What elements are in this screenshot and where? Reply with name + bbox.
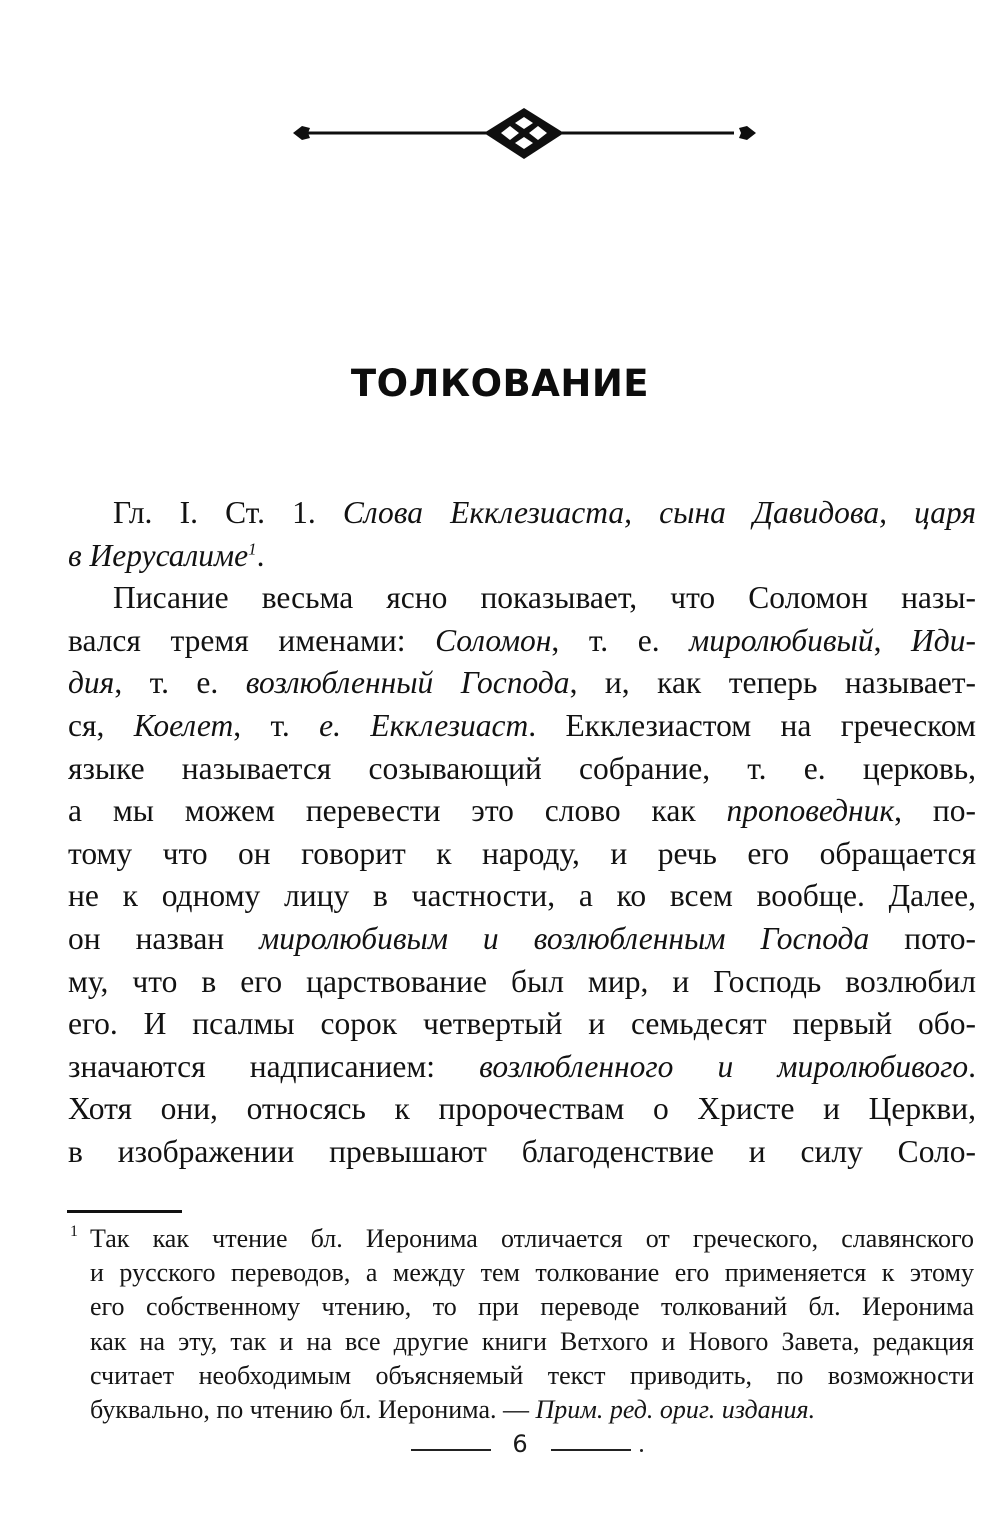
- italic-text: проповедник: [726, 793, 895, 829]
- footnote-text: [90, 1222, 974, 1427]
- verse-reference: Гл. I. Ст. 1.: [113, 495, 343, 530]
- body-line: [68, 620, 976, 663]
- text: значаются надписанием:: [68, 1048, 480, 1084]
- body-line: [68, 1131, 976, 1174]
- body-line: [68, 790, 976, 833]
- body-line: [68, 577, 976, 620]
- italic-text: Иди-: [911, 622, 976, 658]
- text: , т. е.: [114, 665, 246, 701]
- footnote-line: [90, 1222, 974, 1256]
- verse-paragraph: [68, 492, 976, 577]
- footnote-line: [90, 1290, 974, 1324]
- verse-line: [68, 492, 976, 535]
- page-number-rule-left: [411, 1449, 491, 1451]
- page-footer: [0, 1428, 1000, 1468]
- italic-text: Прим. ред. ориг. издания.: [535, 1395, 816, 1425]
- text: ,: [873, 622, 912, 658]
- verse-quote: Слова Екклезиаста, сына Давидова, царя: [342, 495, 976, 530]
- body-line: [68, 662, 976, 705]
- body-line: [68, 1088, 976, 1131]
- italic-text: миролюбивый: [689, 622, 874, 658]
- footnote-line: [90, 1393, 974, 1427]
- body-line: [68, 833, 976, 876]
- body-line: [68, 875, 976, 918]
- footnote-line: [90, 1256, 974, 1290]
- decorative-dot-icon: [640, 1449, 643, 1452]
- text: , т. е.: [551, 622, 690, 658]
- page-number-rule-right: [551, 1449, 631, 1451]
- italic-text: е. Екклезиаст: [319, 707, 529, 743]
- footnote-mark: 1: [70, 1223, 78, 1240]
- text: его. И псалмы сорок четвертый и семьдесят первый обо-: [68, 1006, 976, 1042]
- body-line: [68, 961, 976, 1004]
- body-line: [68, 705, 976, 748]
- text: он назван: [68, 920, 260, 956]
- body-line: [68, 1003, 976, 1046]
- text: .: [968, 1048, 977, 1084]
- text: буквально, по чтению бл. Иеронима. —: [90, 1395, 536, 1425]
- italic-text: возлюбленного и миролюбивого: [479, 1048, 969, 1084]
- text: языке называется созывающий собрание, т. е. церковь,: [68, 750, 976, 786]
- text: вался тремя именами:: [68, 622, 436, 658]
- text: и русского переводов, а между тем толкование его применяется к этому: [90, 1258, 974, 1288]
- footnote: [68, 1222, 974, 1427]
- text: в изображении превышают благоденствие и силу Соло-: [68, 1133, 976, 1169]
- chapter-heading: ТОЛКОВАНИЕ: [350, 362, 650, 405]
- footnote-divider: [67, 1210, 182, 1213]
- text: считает необходимым объясняемый текст приводить, по возможности: [90, 1360, 974, 1390]
- italic-text: Коелет: [133, 707, 234, 743]
- footnote-line: [90, 1359, 974, 1393]
- italic-text: миролюбивым и возлюбленным Господа: [259, 920, 870, 956]
- italic-text: Соломон: [435, 622, 552, 658]
- text: его собственному чтению, то при переводе толкований бл. Иеронима: [90, 1292, 974, 1322]
- commentary-paragraph: [68, 577, 976, 1173]
- body-text: [68, 492, 976, 1174]
- text: Так как чтение бл. Иеронима отличается от греческого, славянского: [90, 1224, 974, 1253]
- text: му, что в его царствование был мир, и Господь возлюбил: [68, 963, 976, 999]
- decorative-divider-diamond-icon: [288, 104, 762, 164]
- verse-quote: в Иерусалиме: [68, 537, 249, 573]
- page-number: 6: [512, 1430, 528, 1458]
- text: , по-: [894, 793, 976, 829]
- verse-line: в Иерусалиме$^1$.: [68, 537, 265, 573]
- text: как на эту, так и на все другие книги Ветхого и Нового Завета, редакция: [90, 1326, 974, 1356]
- body-line: [68, 918, 976, 961]
- text: . Екклезиастом на греческом: [528, 707, 976, 743]
- italic-text: возлюбленный Господа: [245, 665, 570, 701]
- footnote-line: [90, 1325, 974, 1359]
- text: , и, как теперь называет-: [569, 665, 977, 701]
- text: не к одному лицу в частности, а ко всем вообще. Далее,: [68, 878, 976, 914]
- text: тому что он говорит к народу, и речь его обращается: [68, 835, 976, 871]
- text: , т.: [233, 707, 320, 743]
- text: а мы можем перевести это слово как: [68, 793, 727, 829]
- text: пото-: [869, 920, 976, 956]
- italic-text: дия: [68, 665, 115, 701]
- body-line: [68, 1046, 976, 1089]
- text: Писание весьма ясно показывает, что Соломон назы-: [113, 580, 976, 616]
- text: Хотя они, относясь к пророчествам о Христе и Церкви,: [68, 1091, 976, 1127]
- footnote-reference[interactable]: 1: [248, 539, 257, 559]
- text: ся,: [68, 707, 134, 743]
- body-line: [68, 748, 976, 791]
